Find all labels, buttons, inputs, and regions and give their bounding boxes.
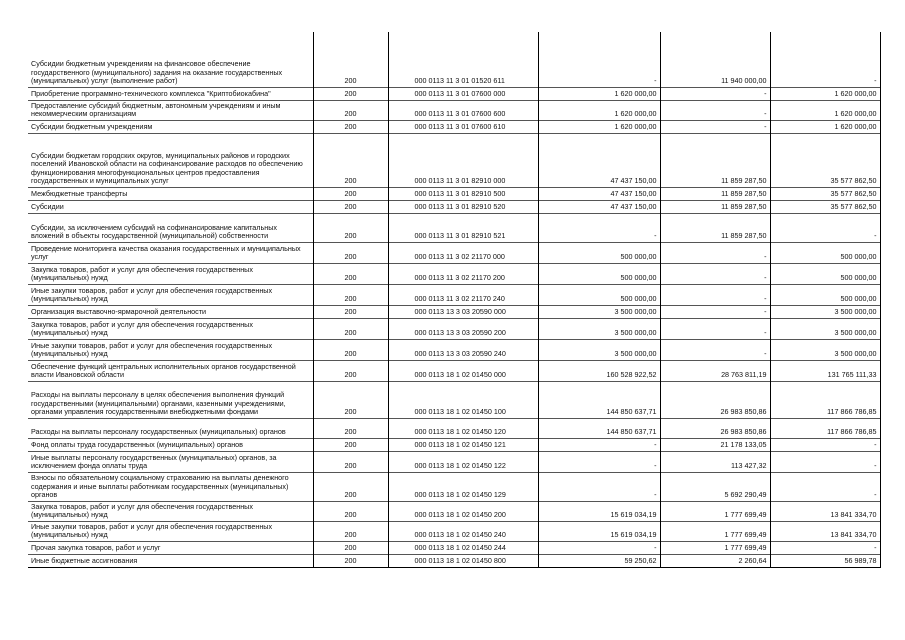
row-classification-code: 000 0113 11 3 02 21170 240 — [388, 284, 538, 305]
row-approved-amount: - — [538, 541, 660, 554]
row-executed-amount: 1 777 699,49 — [660, 521, 770, 541]
row-unexecuted-amount: 3 500 000,00 — [770, 305, 880, 318]
row-classification-code: 000 0113 18 1 02 01450 244 — [388, 541, 538, 554]
row-approved-amount: 1 620 000,00 — [538, 120, 660, 133]
row-code: 200 — [313, 32, 388, 87]
table-row — [28, 521, 880, 541]
row-approved-amount: 3 500 000,00 — [538, 339, 660, 360]
row-unexecuted-amount: 131 765 111,33 — [770, 360, 880, 381]
row-unexecuted-amount: - — [770, 472, 880, 501]
row-code: 200 — [313, 87, 388, 100]
row-code: 200 — [313, 438, 388, 451]
row-classification-code: 000 0113 11 3 01 82910 500 — [388, 187, 538, 200]
row-code: 200 — [313, 213, 388, 242]
row-name: Расходы на выплаты персоналу государственных (муниципальных) органов — [28, 418, 313, 438]
table-row — [28, 554, 880, 567]
row-approved-amount: - — [538, 472, 660, 501]
table-row — [28, 87, 880, 100]
row-code: 200 — [313, 521, 388, 541]
row-name: Закупка товаров, работ и услуг для обеспечения государственных (муниципальных) нужд — [28, 263, 313, 284]
row-executed-amount: - — [660, 100, 770, 120]
row-code: 200 — [313, 418, 388, 438]
row-approved-amount: 3 500 000,00 — [538, 305, 660, 318]
row-classification-code: 000 0113 13 3 03 20590 000 — [388, 305, 538, 318]
row-unexecuted-amount: 1 620 000,00 — [770, 120, 880, 133]
row-code: 200 — [313, 305, 388, 318]
row-executed-amount: 26 983 850,86 — [660, 418, 770, 438]
table-row — [28, 305, 880, 318]
row-name: Взносы по обязательному социальному страхованию на выплаты денежного содержания и иные выплаты работникам государственных (муниципальных) органов — [28, 472, 313, 501]
row-code: 200 — [313, 472, 388, 501]
row-classification-code: 000 0113 13 3 03 20590 200 — [388, 318, 538, 339]
row-unexecuted-amount: 117 866 786,85 — [770, 418, 880, 438]
row-approved-amount: 47 437 150,00 — [538, 200, 660, 213]
row-name: Субсидии бюджетным учреждениям — [28, 120, 313, 133]
row-classification-code: 000 0113 18 1 02 01450 121 — [388, 438, 538, 451]
row-unexecuted-amount: 3 500 000,00 — [770, 318, 880, 339]
row-classification-code: 000 0113 11 3 02 21170 000 — [388, 242, 538, 263]
row-name: Иные выплаты персоналу государственных (муниципальных) органов, за исключением фонда оплаты труда — [28, 451, 313, 472]
row-classification-code: 000 0113 11 3 01 01520 611 — [388, 32, 538, 87]
row-executed-amount: 26 983 850,86 — [660, 381, 770, 418]
row-unexecuted-amount: 35 577 862,50 — [770, 133, 880, 187]
row-classification-code: 000 0113 18 1 02 01450 122 — [388, 451, 538, 472]
row-unexecuted-amount: 500 000,00 — [770, 284, 880, 305]
table-row — [28, 418, 880, 438]
row-executed-amount: 5 692 290,49 — [660, 472, 770, 501]
row-approved-amount: 15 619 034,19 — [538, 501, 660, 521]
row-approved-amount: 15 619 034,19 — [538, 521, 660, 541]
row-approved-amount: 500 000,00 — [538, 242, 660, 263]
table-row — [28, 263, 880, 284]
row-classification-code: 000 0113 18 1 02 01450 120 — [388, 418, 538, 438]
row-executed-amount: 113 427,32 — [660, 451, 770, 472]
row-unexecuted-amount: 117 866 786,85 — [770, 381, 880, 418]
row-executed-amount: 1 777 699,49 — [660, 501, 770, 521]
row-executed-amount: - — [660, 242, 770, 263]
row-executed-amount: 28 763 811,19 — [660, 360, 770, 381]
row-code: 200 — [313, 263, 388, 284]
row-code: 200 — [313, 318, 388, 339]
table-row — [28, 360, 880, 381]
row-name: Расходы на выплаты персоналу в целях обеспечения выполнения функций государственными (муниципальными) органами, казенными учреждениями, органами управления государственными внебюджетными фондами — [28, 381, 313, 418]
row-unexecuted-amount: - — [770, 32, 880, 87]
row-name: Иные бюджетные ассигнования — [28, 554, 313, 567]
row-code: 200 — [313, 242, 388, 263]
table-row — [28, 339, 880, 360]
row-classification-code: 000 0113 18 1 02 01450 240 — [388, 521, 538, 541]
row-unexecuted-amount: 500 000,00 — [770, 242, 880, 263]
row-approved-amount: - — [538, 32, 660, 87]
row-classification-code: 000 0113 11 3 01 82910 520 — [388, 200, 538, 213]
row-name: Субсидии бюджетам городских округов, муниципальных районов и городских поселений Ивановской области на софинансирование расходов по обеспечению функционирования многофункциональных центров предоставления государственных и муниципальных услуг — [28, 133, 313, 187]
table-row — [28, 284, 880, 305]
table-row — [28, 100, 880, 120]
table-row — [28, 451, 880, 472]
row-name: Приобретение программно-технического комплекса "Криптобиокабина" — [28, 87, 313, 100]
row-code: 200 — [313, 501, 388, 521]
row-executed-amount: 11 859 287,50 — [660, 200, 770, 213]
row-name: Субсидии — [28, 200, 313, 213]
table-row — [28, 200, 880, 213]
row-classification-code: 000 0113 11 3 01 82910 521 — [388, 213, 538, 242]
budget-execution-table — [28, 32, 881, 568]
row-executed-amount: 11 940 000,00 — [660, 32, 770, 87]
row-name: Организация выставочно-ярмарочной деятельности — [28, 305, 313, 318]
row-approved-amount: - — [538, 438, 660, 451]
row-classification-code: 000 0113 18 1 02 01450 000 — [388, 360, 538, 381]
row-code: 200 — [313, 120, 388, 133]
table-row — [28, 501, 880, 521]
row-executed-amount: - — [660, 120, 770, 133]
row-code: 200 — [313, 451, 388, 472]
table-row — [28, 32, 880, 87]
row-name: Обеспечение функций центральных исполнительных органов государственной власти Ивановской области — [28, 360, 313, 381]
row-executed-amount: - — [660, 318, 770, 339]
table-row — [28, 472, 880, 501]
row-name: Фонд оплаты труда государственных (муниципальных) органов — [28, 438, 313, 451]
row-code: 200 — [313, 133, 388, 187]
row-approved-amount: - — [538, 213, 660, 242]
row-approved-amount: 1 620 000,00 — [538, 87, 660, 100]
table-row — [28, 242, 880, 263]
row-executed-amount: 21 178 133,05 — [660, 438, 770, 451]
row-code: 200 — [313, 284, 388, 305]
table-row — [28, 318, 880, 339]
row-classification-code: 000 0113 18 1 02 01450 800 — [388, 554, 538, 567]
table-row — [28, 120, 880, 133]
row-classification-code: 000 0113 11 3 01 07600 000 — [388, 87, 538, 100]
row-code: 200 — [313, 554, 388, 567]
row-unexecuted-amount: 500 000,00 — [770, 263, 880, 284]
row-executed-amount: 11 859 287,50 — [660, 213, 770, 242]
row-code: 200 — [313, 100, 388, 120]
row-classification-code: 000 0113 18 1 02 01450 100 — [388, 381, 538, 418]
row-classification-code: 000 0113 13 3 03 20590 240 — [388, 339, 538, 360]
row-name: Субсидии, за исключением субсидий на софинансирование капитальных вложений в объекты государственной (муниципальной) собственности — [28, 213, 313, 242]
row-code: 200 — [313, 541, 388, 554]
row-code: 200 — [313, 200, 388, 213]
row-approved-amount: 59 250,62 — [538, 554, 660, 567]
row-unexecuted-amount: - — [770, 213, 880, 242]
table-row — [28, 133, 880, 187]
table-row — [28, 187, 880, 200]
row-approved-amount: 144 850 637,71 — [538, 418, 660, 438]
row-unexecuted-amount: 13 841 334,70 — [770, 501, 880, 521]
table-row — [28, 213, 880, 242]
row-name: Субсидии бюджетным учреждениям на финансовое обеспечение государственного (муниципального) задания на оказание государственных (муниципальных) услуг (выполнение работ) — [31, 59, 283, 86]
row-executed-amount: 11 859 287,50 — [660, 133, 770, 187]
row-name: Закупка товаров, работ и услуг для обеспечения государственных (муниципальных) нужд — [28, 501, 313, 521]
row-classification-code: 000 0113 11 3 02 21170 200 — [388, 263, 538, 284]
row-unexecuted-amount: 3 500 000,00 — [770, 339, 880, 360]
table-row — [28, 381, 880, 418]
row-unexecuted-amount: 35 577 862,50 — [770, 200, 880, 213]
row-code: 200 — [313, 187, 388, 200]
row-name: Межбюджетные трансферты — [28, 187, 313, 200]
row-unexecuted-amount: 35 577 862,50 — [770, 187, 880, 200]
row-approved-amount: 144 850 637,71 — [538, 381, 660, 418]
row-executed-amount: 11 859 287,50 — [660, 187, 770, 200]
row-classification-code: 000 0113 11 3 01 82910 000 — [388, 133, 538, 187]
row-name: Иные закупки товаров, работ и услуг для обеспечения государственных (муниципальных) нужд — [28, 339, 313, 360]
row-classification-code: 000 0113 18 1 02 01450 129 — [388, 472, 538, 501]
row-unexecuted-amount: - — [770, 541, 880, 554]
row-code: 200 — [313, 381, 388, 418]
row-approved-amount: 47 437 150,00 — [538, 133, 660, 187]
row-unexecuted-amount: 1 620 000,00 — [770, 100, 880, 120]
row-executed-amount: - — [660, 339, 770, 360]
row-approved-amount: 3 500 000,00 — [538, 318, 660, 339]
row-approved-amount: - — [538, 451, 660, 472]
row-approved-amount: 500 000,00 — [538, 263, 660, 284]
row-executed-amount: - — [660, 263, 770, 284]
table-row — [28, 541, 880, 554]
row-executed-amount: 1 777 699,49 — [660, 541, 770, 554]
table-body — [28, 32, 880, 567]
table-row — [28, 438, 880, 451]
row-name: Проведение мониторинга качества оказания государственных и муниципальных услуг — [28, 242, 313, 263]
row-unexecuted-amount: 56 989,78 — [770, 554, 880, 567]
row-approved-amount: 160 528 922,52 — [538, 360, 660, 381]
row-name: Прочая закупка товаров, работ и услуг — [28, 541, 313, 554]
row-approved-amount: 1 620 000,00 — [538, 100, 660, 120]
row-name: Иные закупки товаров, работ и услуг для обеспечения государственных (муниципальных) нужд — [28, 284, 313, 305]
row-name: Закупка товаров, работ и услуг для обеспечения государственных (муниципальных) нужд — [28, 318, 313, 339]
row-classification-code: 000 0113 18 1 02 01450 200 — [388, 501, 538, 521]
row-executed-amount: - — [660, 305, 770, 318]
row-unexecuted-amount: - — [770, 451, 880, 472]
row-unexecuted-amount: 1 620 000,00 — [770, 87, 880, 100]
row-unexecuted-amount: 13 841 334,70 — [770, 521, 880, 541]
row-name: Иные закупки товаров, работ и услуг для обеспечения государственных (муниципальных) нужд — [28, 521, 313, 541]
row-name: Предоставление субсидий бюджетным, автономным учреждениям и иным некоммерческим организациям — [28, 100, 313, 120]
row-classification-code: 000 0113 11 3 01 07600 610 — [388, 120, 538, 133]
row-approved-amount: 500 000,00 — [538, 284, 660, 305]
row-executed-amount: - — [660, 284, 770, 305]
row-executed-amount: 2 260,64 — [660, 554, 770, 567]
row-unexecuted-amount: - — [770, 438, 880, 451]
row-executed-amount: - — [660, 87, 770, 100]
row-approved-amount: 47 437 150,00 — [538, 187, 660, 200]
row-code: 200 — [313, 339, 388, 360]
row-code: 200 — [313, 360, 388, 381]
row-classification-code: 000 0113 11 3 01 07600 600 — [388, 100, 538, 120]
